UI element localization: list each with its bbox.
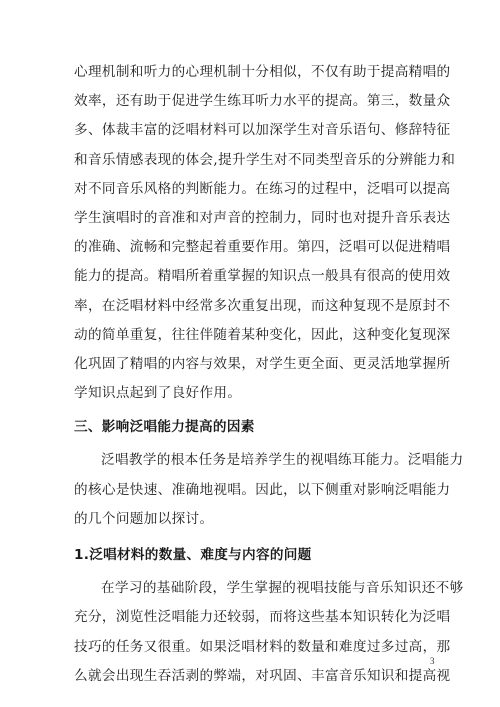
page-number: 3 (430, 656, 435, 666)
text-line: 学生演唱时的音准和对声音的控制力，同时也对提升音乐表达 (74, 209, 451, 226)
subsection-heading: 1.泛唱材料的数量、难度与内容的问题 (74, 547, 312, 563)
text-line: 泛唱教学的根本任务是培养学生的视唱练耳能力。泛唱能力 (101, 452, 464, 469)
paragraph-2 (74, 446, 464, 534)
text-line: 效率，还有助于促进学生练耳听力水平的提高。第三，数量众 (74, 93, 451, 110)
text-line: 率，在泛唱材料中经常多次重复出现，而这种复现不是原封不 (74, 297, 451, 314)
text-line: 动的简单重复，往往伴随着某种变化，因此，这种变化复现深 (74, 326, 451, 343)
text-line: 多、体裁丰富的泛唱材料可以加深学生对音乐语句、修辞特征 (74, 122, 451, 139)
text-line: 化巩固了精唱的内容与效果，对学生更全面、更灵活地掌握所 (74, 355, 451, 372)
text-line: 的核心是快速、准确地视唱。因此，以下侧重对影响泛唱能力 (74, 481, 451, 498)
text-line: 和音乐情感表现的体会,提升学生对不同类型音乐的分辨能力和 (74, 151, 456, 168)
paragraph-3 (74, 574, 464, 691)
text-line: 对不同音乐风格的判断能力。在练习的过程中，泛唱可以提高 (74, 180, 451, 197)
paragraph-1 (74, 58, 456, 408)
text-line: 充分，浏览性泛唱能力还较弱，而将这些基本知识转化为泛唱 (74, 609, 451, 626)
document-body (74, 58, 464, 691)
text-line: 心理机制和听力的心理机制十分相似，不仅有助于提高精唱的 (74, 64, 451, 80)
text-line: 的几个问题加以探讨。 (74, 510, 214, 527)
text-line: 的准确、流畅和完整起着重要作用。第四，泛唱可以促进精唱 (74, 239, 451, 256)
section-heading: 三、影响泛唱能力提高的因素 (74, 419, 255, 436)
text-line: 么就会出现生吞活剥的弊端，对巩固、丰富音乐知识和提高视 (74, 667, 451, 684)
text-line: 能力的提高。精唱所着重掌握的知识点一般具有很高的使用效 (74, 268, 451, 285)
text-line: 学知识点起到了良好作用。 (74, 385, 242, 402)
text-line: 在学习的基础阶段，学生掌握的视唱技能与音乐知识还不够 (101, 580, 464, 597)
text-line: 技巧的任务又很重。如果泛唱材料的数量和难度过多过高，那 (74, 638, 451, 655)
